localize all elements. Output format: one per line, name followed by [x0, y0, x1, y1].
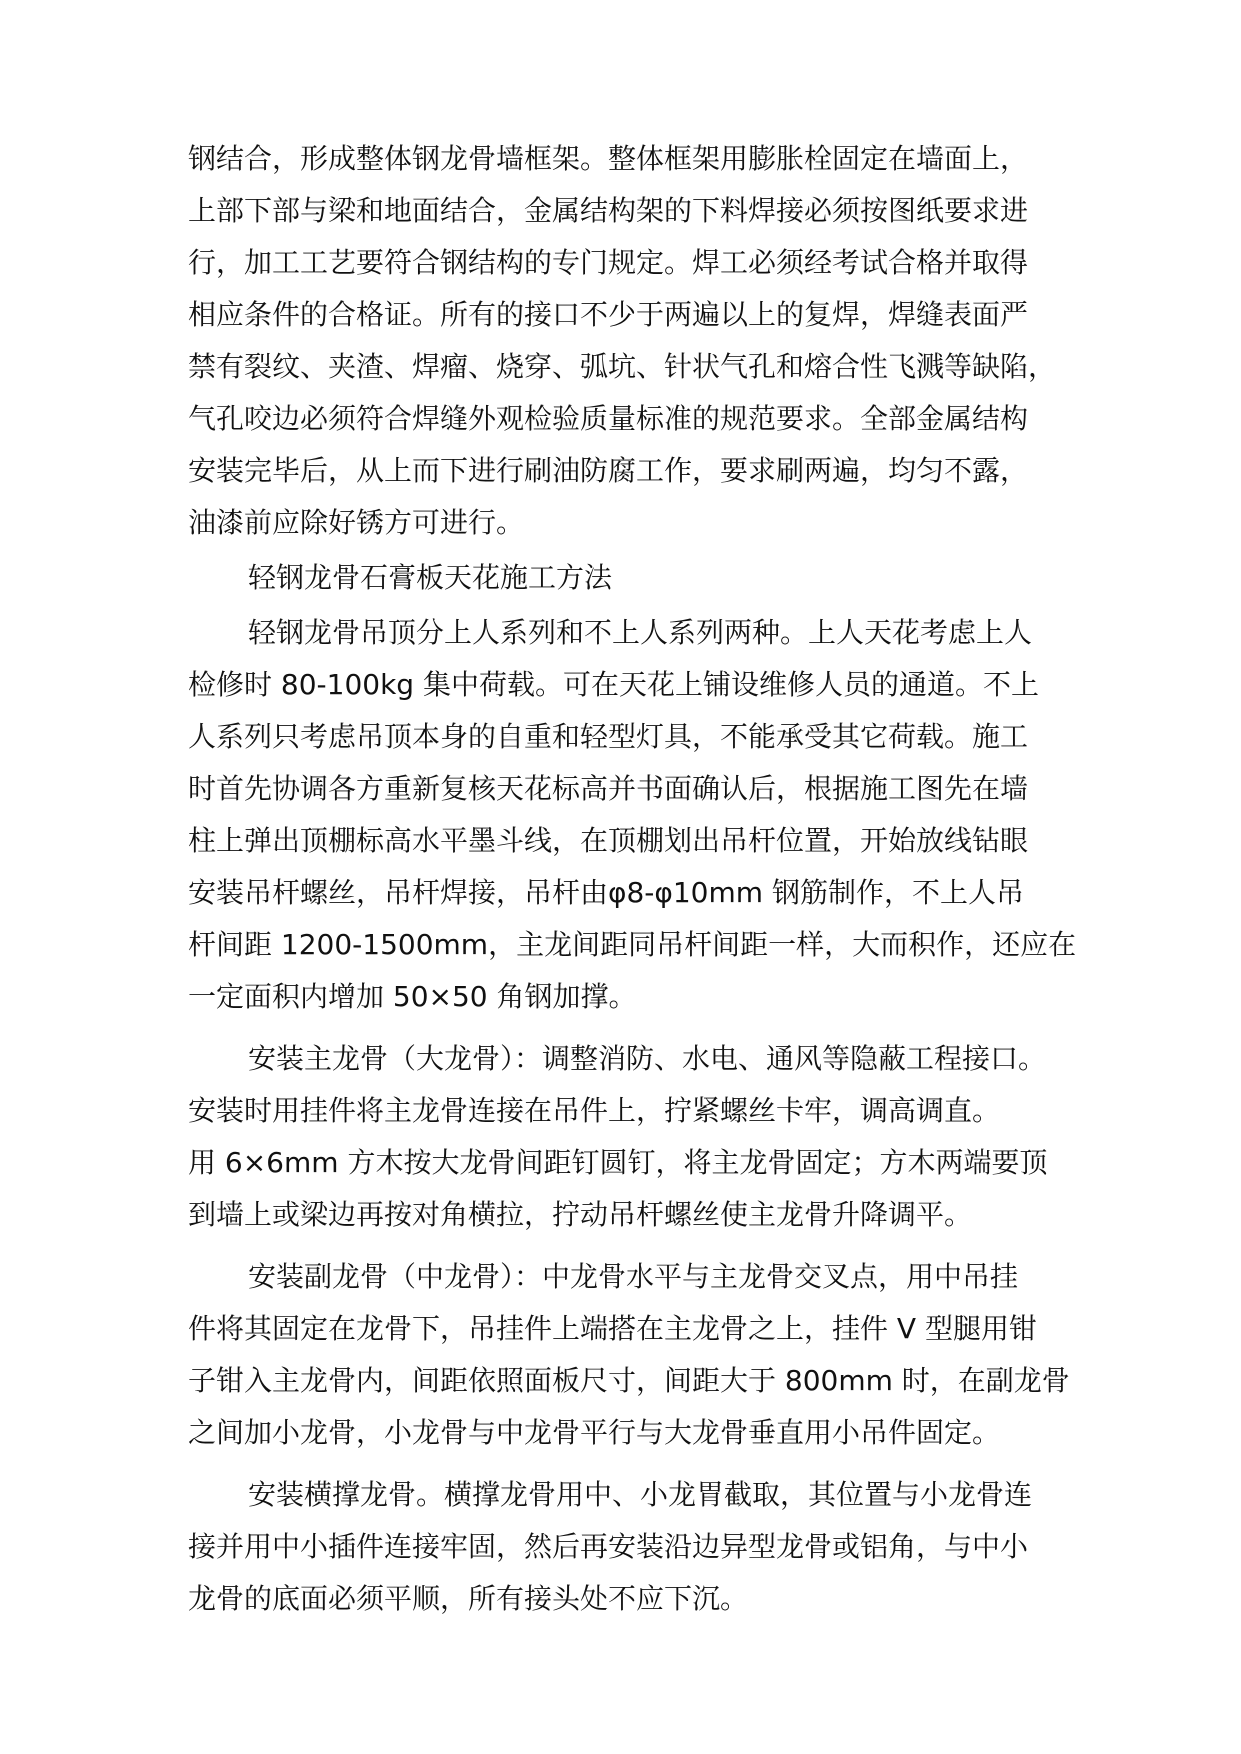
- text-line: 行，加工工艺要符合钢结构的专门规定。焊工必须经考试合格并取得: [188, 246, 1029, 279]
- paragraph-ceiling-system: [188, 607, 1077, 1023]
- text-line: 一定面积内增加 50×50 角钢加撑。: [188, 980, 637, 1013]
- text-line: 子钳入主龙骨内，间距依照面板尺寸，间距大于 800mm 时，在副龙骨: [188, 1364, 1070, 1397]
- paragraph-steel-frame: [188, 133, 1068, 549]
- text-line: 柱上弹出顶棚标高水平墨斗线，在顶棚划出吊杆位置，开始放线钻眼: [188, 824, 1029, 857]
- text-line: 龙骨的底面必须平顺，所有接头处不应下沉。: [188, 1582, 749, 1615]
- text-line: 件将其固定在龙骨下，吊挂件上端搭在主龙骨之上，挂件 V 型腿用钳: [188, 1312, 1037, 1345]
- text-line: 钢结合，形成整体钢龙骨墙框架。整体框架用膨胀栓固定在墙面上，: [188, 142, 1029, 175]
- text-line: 气孔咬边必须符合焊缝外观检验质量标准的规范要求。全部金属结构: [188, 402, 1029, 435]
- document-page: [188, 133, 1077, 1628]
- text-line: 到墙上或梁边再按对角横拉，拧动吊杆螺丝使主龙骨升降调平。: [188, 1198, 973, 1231]
- text-line: 相应条件的合格证。所有的接口不少于两遍以上的复焊，焊缝表面严: [188, 298, 1029, 331]
- text-line: 杆间距 1200-1500mm，主龙间距同吊杆间距一样，大而积作，还应在: [188, 928, 1077, 961]
- text-line: 禁有裂纹、夹渣、焊瘤、烧穿、弧坑、针状气孔和熔合性飞溅等缺陷，: [188, 350, 1057, 383]
- text-line: 人系列只考虑吊顶本身的自重和轻型灯具，不能承受其它荷载。施工: [188, 720, 1029, 753]
- paragraph-cross-keel: [188, 1469, 1068, 1625]
- paragraph-main-keel: [188, 1033, 1068, 1241]
- text-line: 安装完毕后，从上而下进行刷油防腐工作，要求刷两遍，均匀不露，: [188, 454, 1029, 487]
- text-line: 接并用中小插件连接牢固，然后再安装沿边异型龙骨或铝角，与中小: [188, 1530, 1029, 1563]
- text-line: 安装吊杆螺丝，吊杆焊接，吊杆由φ8-φ10mm 钢筋制作，不上人吊: [188, 876, 1024, 909]
- text-line: 用 6×6mm 方木按大龙骨间距钉圆钉，将主龙骨固定；方木两端要顶: [188, 1146, 1048, 1179]
- text-line: 油漆前应除好锈方可进行。: [188, 506, 525, 539]
- text-line: 时首先协调各方重新复核天花标高并书面确认后，根据施工图先在墙: [188, 772, 1029, 805]
- text-line: 上部下部与梁和地面结合，金属结构架的下料焊接必须按图纸要求进: [188, 194, 1029, 227]
- text-line: 安装副龙骨（中龙骨）：中龙骨水平与主龙骨交叉点，用中吊挂: [248, 1260, 1019, 1293]
- paragraph-secondary-keel: [188, 1251, 1068, 1459]
- text-line: 轻钢龙骨吊顶分上人系列和不上人系列两种。上人天花考虑上人: [248, 616, 1033, 649]
- text-line: 检修时 80-100kg 集中荷载。可在天花上铺设维修人员的通道。不上: [188, 668, 1039, 701]
- text-line: 安装时用挂件将主龙骨连接在吊件上，拧紧螺丝卡牢，调高调直。: [188, 1094, 1001, 1127]
- text-line: 安装主龙骨（大龙骨）：调整消防、水电、通风等隐蔽工程接口。: [248, 1042, 1047, 1075]
- heading-text: 轻钢龙骨石膏板天花施工方法: [248, 561, 613, 594]
- text-line: 之间加小龙骨，小龙骨与中龙骨平行与大龙骨垂直用小吊件固定。: [188, 1416, 1001, 1449]
- text-line: 安装横撑龙骨。横撑龙骨用中、小龙胃截取，其位置与小龙骨连: [248, 1478, 1033, 1511]
- section-heading: [188, 552, 1068, 604]
